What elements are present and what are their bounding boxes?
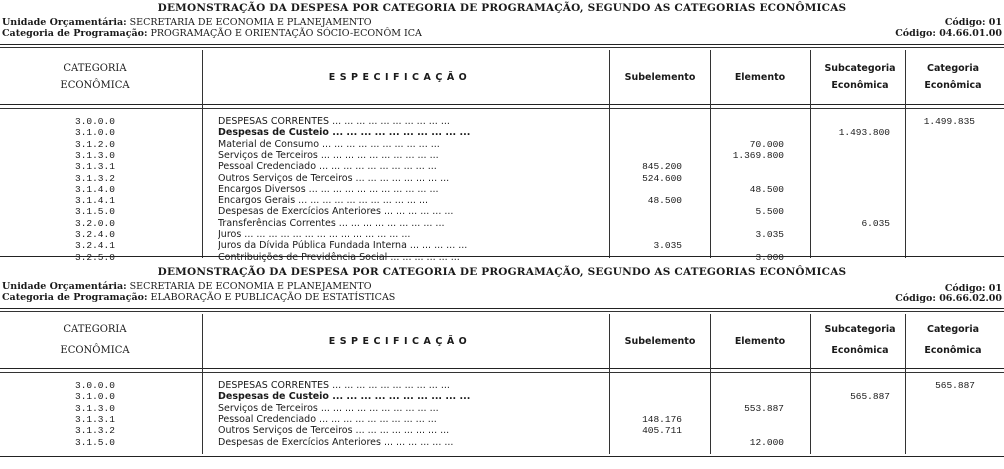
category-code: 3.1.5.0 bbox=[75, 206, 115, 218]
subelemento-value: 405.711 bbox=[642, 425, 682, 437]
table-row bbox=[0, 380, 1004, 391]
specification: Transferências Correntes ... ... ... ... ... ... ... ... ... bbox=[218, 217, 445, 229]
codigo-label: Código: bbox=[944, 283, 986, 294]
codigo-label: Código: bbox=[895, 293, 936, 304]
col-elemento: Elemento bbox=[734, 72, 786, 83]
specification: Serviços de Terceiros ... ... ... ... ... ... ... ... ... ... bbox=[218, 402, 439, 414]
col-subelemento: Subelemento bbox=[624, 336, 696, 347]
category-code: 3.1.4.0 bbox=[75, 183, 115, 195]
specification: Encargos Diversos ... ... ... ... ... ... ... ... ... ... ... bbox=[218, 183, 439, 195]
rule bbox=[0, 308, 1004, 309]
categoria-value: 1.499.835 bbox=[923, 116, 975, 127]
category-code: 3.1.0.0 bbox=[75, 391, 115, 403]
col-especificacao: ESPECIFICAÇÃO bbox=[328, 72, 472, 83]
unidade-value: SECRETARIA DE ECONOMIA E PLANEJAMENTO bbox=[129, 17, 372, 28]
specification: Material de Consumo ... ... ... ... ... ... ... ... ... ... bbox=[218, 138, 440, 150]
subelemento-value: 148.176 bbox=[642, 413, 682, 425]
section-title: DEMONSTRAÇÃO DA DESPESA POR CATEGORIA DE PROGRAMAÇÃO, SEGUNDO AS CATEGORIAS ECONÔMICAS bbox=[157, 266, 847, 278]
category-code: 3.2.4.0 bbox=[75, 229, 115, 240]
subelemento-value: 845.200 bbox=[642, 161, 682, 173]
unidade-label: Unidade Orçamentária: bbox=[2, 17, 127, 28]
category-code: 3.1.2.0 bbox=[75, 138, 115, 150]
table-row bbox=[0, 218, 1004, 229]
category-code: 3.1.3.2 bbox=[75, 172, 115, 184]
specification: Juros ... ... ... ... ... ... ... ... ... ... ... ... ... ... bbox=[218, 229, 411, 240]
col-label: Econômica bbox=[831, 345, 889, 356]
table-row bbox=[0, 161, 1004, 172]
categoria-line bbox=[2, 28, 422, 39]
elemento-value: 48.500 bbox=[749, 183, 784, 195]
unidade-line bbox=[2, 17, 372, 28]
specification: DESPESAS CORRENTES ... ... ... ... ... ... ... ... ... ... bbox=[218, 380, 450, 391]
col-label: Subcategoria bbox=[824, 63, 896, 74]
category-code: 3.1.3.0 bbox=[75, 402, 115, 414]
specification: Outros Serviços de Terceiros ... ... ... ... ... ... ... ... bbox=[218, 425, 450, 437]
codigo-value: 06.66.02.00 bbox=[939, 293, 1002, 304]
col-label: Econômica bbox=[924, 80, 982, 91]
codigo-2 bbox=[895, 28, 1002, 39]
table-row bbox=[0, 173, 1004, 184]
categoria-line bbox=[2, 292, 395, 303]
rule bbox=[0, 311, 1004, 312]
table-row bbox=[0, 403, 1004, 414]
category-code: 3.1.3.2 bbox=[75, 425, 115, 437]
codigo-value: 01 bbox=[988, 17, 1002, 28]
table-row bbox=[0, 195, 1004, 206]
rule bbox=[0, 368, 1004, 369]
col-label: CATEGORIA bbox=[63, 324, 127, 335]
col-label: ECONÔMICA bbox=[60, 80, 130, 91]
specification: Despesas de Exercícios Anteriores ... ... ... ... ... ... bbox=[218, 206, 454, 218]
col-label: Categoria bbox=[926, 324, 980, 335]
table-row bbox=[0, 116, 1004, 127]
category-code: 3.1.3.0 bbox=[75, 149, 115, 161]
codigo-value: 01 bbox=[988, 283, 1002, 294]
categoria-value: ELABORAÇÃO E PUBLICAÇÃO DE ESTATÍSTICAS bbox=[150, 292, 396, 303]
category-code: 3.1.3.1 bbox=[75, 413, 115, 425]
rule bbox=[0, 47, 1004, 48]
col-label: Econômica bbox=[924, 345, 982, 356]
category-code: 3.1.5.0 bbox=[75, 436, 115, 448]
category-code: 3.1.0.0 bbox=[75, 127, 115, 139]
elemento-value: 5.500 bbox=[755, 206, 784, 218]
col-subelemento: Subelemento bbox=[624, 72, 696, 83]
table-row bbox=[0, 425, 1004, 436]
specification: Serviços de Terceiros ... ... ... ... ... ... ... ... ... ... bbox=[218, 149, 439, 161]
table-row bbox=[0, 414, 1004, 425]
subcategoria-value: 565.887 bbox=[850, 391, 890, 403]
elemento-value: 3.035 bbox=[755, 229, 784, 240]
rule bbox=[0, 104, 1004, 105]
categoria-value: 565.887 bbox=[935, 380, 975, 391]
col-label: ECONÔMICA bbox=[60, 345, 130, 356]
codigo-2 bbox=[895, 293, 1002, 304]
codigo-label: Código: bbox=[895, 28, 936, 39]
category-code: 3.0.0.0 bbox=[75, 380, 115, 391]
elemento-value: 12.000 bbox=[749, 436, 784, 448]
table-row bbox=[0, 127, 1004, 138]
unidade-value: SECRETARIA DE ECONOMIA E PLANEJAMENTO bbox=[129, 281, 372, 292]
table-row bbox=[0, 391, 1004, 402]
col-label: Categoria bbox=[926, 63, 980, 74]
categoria-value: PROGRAMAÇÃO E ORIENTAÇÃO SÓCIO-ECONÔM ICA bbox=[150, 28, 422, 39]
category-code: 3.2.5.0 bbox=[75, 251, 115, 263]
specification: Juros da Dívida Pública Fundada Interna ... ... ... ... ... bbox=[218, 240, 468, 252]
table-row bbox=[0, 252, 1004, 263]
rule bbox=[0, 456, 1004, 457]
categoria-label: Categoria de Programação: bbox=[2, 28, 148, 39]
specification: Encargos Gerais ... ... ... ... ... ... ... ... ... ... ... bbox=[218, 195, 429, 207]
specification: Contribuições de Previdência Social ... ... ... ... ... ... bbox=[218, 251, 460, 263]
col-label: Econômica bbox=[831, 80, 889, 91]
col-label: Subcategoria bbox=[824, 324, 896, 335]
col-especificacao: ESPECIFICAÇÃO bbox=[328, 336, 472, 347]
elemento-value: 70.000 bbox=[749, 138, 784, 150]
table-row bbox=[0, 437, 1004, 448]
subelemento-value: 524.600 bbox=[642, 172, 682, 184]
rule bbox=[0, 44, 1004, 45]
section-2 bbox=[0, 264, 1004, 469]
subcategoria-value: 1.493.800 bbox=[838, 127, 890, 139]
codigo-value: 04.66.01.00 bbox=[939, 28, 1002, 39]
col-label: CATEGORIA bbox=[63, 63, 127, 74]
col-categoria-econ bbox=[905, 63, 1001, 91]
subelemento-value: 3.035 bbox=[653, 240, 682, 252]
col-subcategoria bbox=[812, 63, 908, 91]
rule bbox=[0, 256, 1004, 257]
col-elemento: Elemento bbox=[734, 336, 786, 347]
elemento-value: 3.000 bbox=[755, 251, 784, 263]
table-row bbox=[0, 184, 1004, 195]
col-categoria-econ bbox=[905, 324, 1001, 356]
specification: Despesas de Exercícios Anteriores ... ... ... ... ... ... bbox=[218, 436, 454, 448]
table-row bbox=[0, 229, 1004, 240]
specification: Pessoal Credenciado ... ... ... ... ... ... ... ... ... ... bbox=[218, 161, 437, 173]
elemento-value: 1.369.800 bbox=[732, 149, 784, 161]
specification: Outros Serviços de Terceiros ... ... ... ... ... ... ... ... bbox=[218, 172, 450, 184]
category-code: 3.0.0.0 bbox=[75, 116, 115, 127]
rule bbox=[0, 108, 1004, 109]
rule bbox=[0, 372, 1004, 373]
specification: Pessoal Credenciado ... ... ... ... ... ... ... ... ... ... bbox=[218, 413, 437, 425]
elemento-value: 553.887 bbox=[744, 402, 784, 414]
col-subcategoria bbox=[812, 324, 908, 356]
table-row bbox=[0, 240, 1004, 251]
unidade-label: Unidade Orçamentária: bbox=[2, 281, 127, 292]
section-title: DEMONSTRAÇÃO DA DESPESA POR CATEGORIA DE PROGRAMAÇÃO, SEGUNDO AS CATEGORIAS ECONÔMICAS bbox=[157, 2, 847, 14]
subcategoria-value: 6.035 bbox=[861, 217, 890, 229]
table-row bbox=[0, 139, 1004, 150]
subelemento-value: 48.500 bbox=[647, 195, 682, 207]
unidade-line bbox=[2, 281, 372, 292]
categoria-label: Categoria de Programação: bbox=[2, 292, 148, 303]
table-row bbox=[0, 206, 1004, 217]
col-categoria bbox=[40, 324, 150, 356]
specification: DESPESAS CORRENTES ... ... ... ... ... ... ... ... ... ... bbox=[218, 116, 450, 127]
table-row bbox=[0, 150, 1004, 161]
col-categoria bbox=[40, 63, 150, 91]
codigo-label: Código: bbox=[944, 17, 986, 28]
category-code: 3.2.0.0 bbox=[75, 217, 115, 229]
category-code: 3.1.3.1 bbox=[75, 161, 115, 173]
specification: Despesas de Custeio ... ... ... ... ... ... ... ... ... ... bbox=[218, 391, 471, 403]
specification: Despesas de Custeio ... ... ... ... ... ... ... ... ... ... bbox=[218, 127, 471, 139]
category-code: 3.1.4.1 bbox=[75, 195, 115, 207]
category-code: 3.2.4.1 bbox=[75, 240, 115, 252]
codigo-1 bbox=[945, 17, 1002, 28]
